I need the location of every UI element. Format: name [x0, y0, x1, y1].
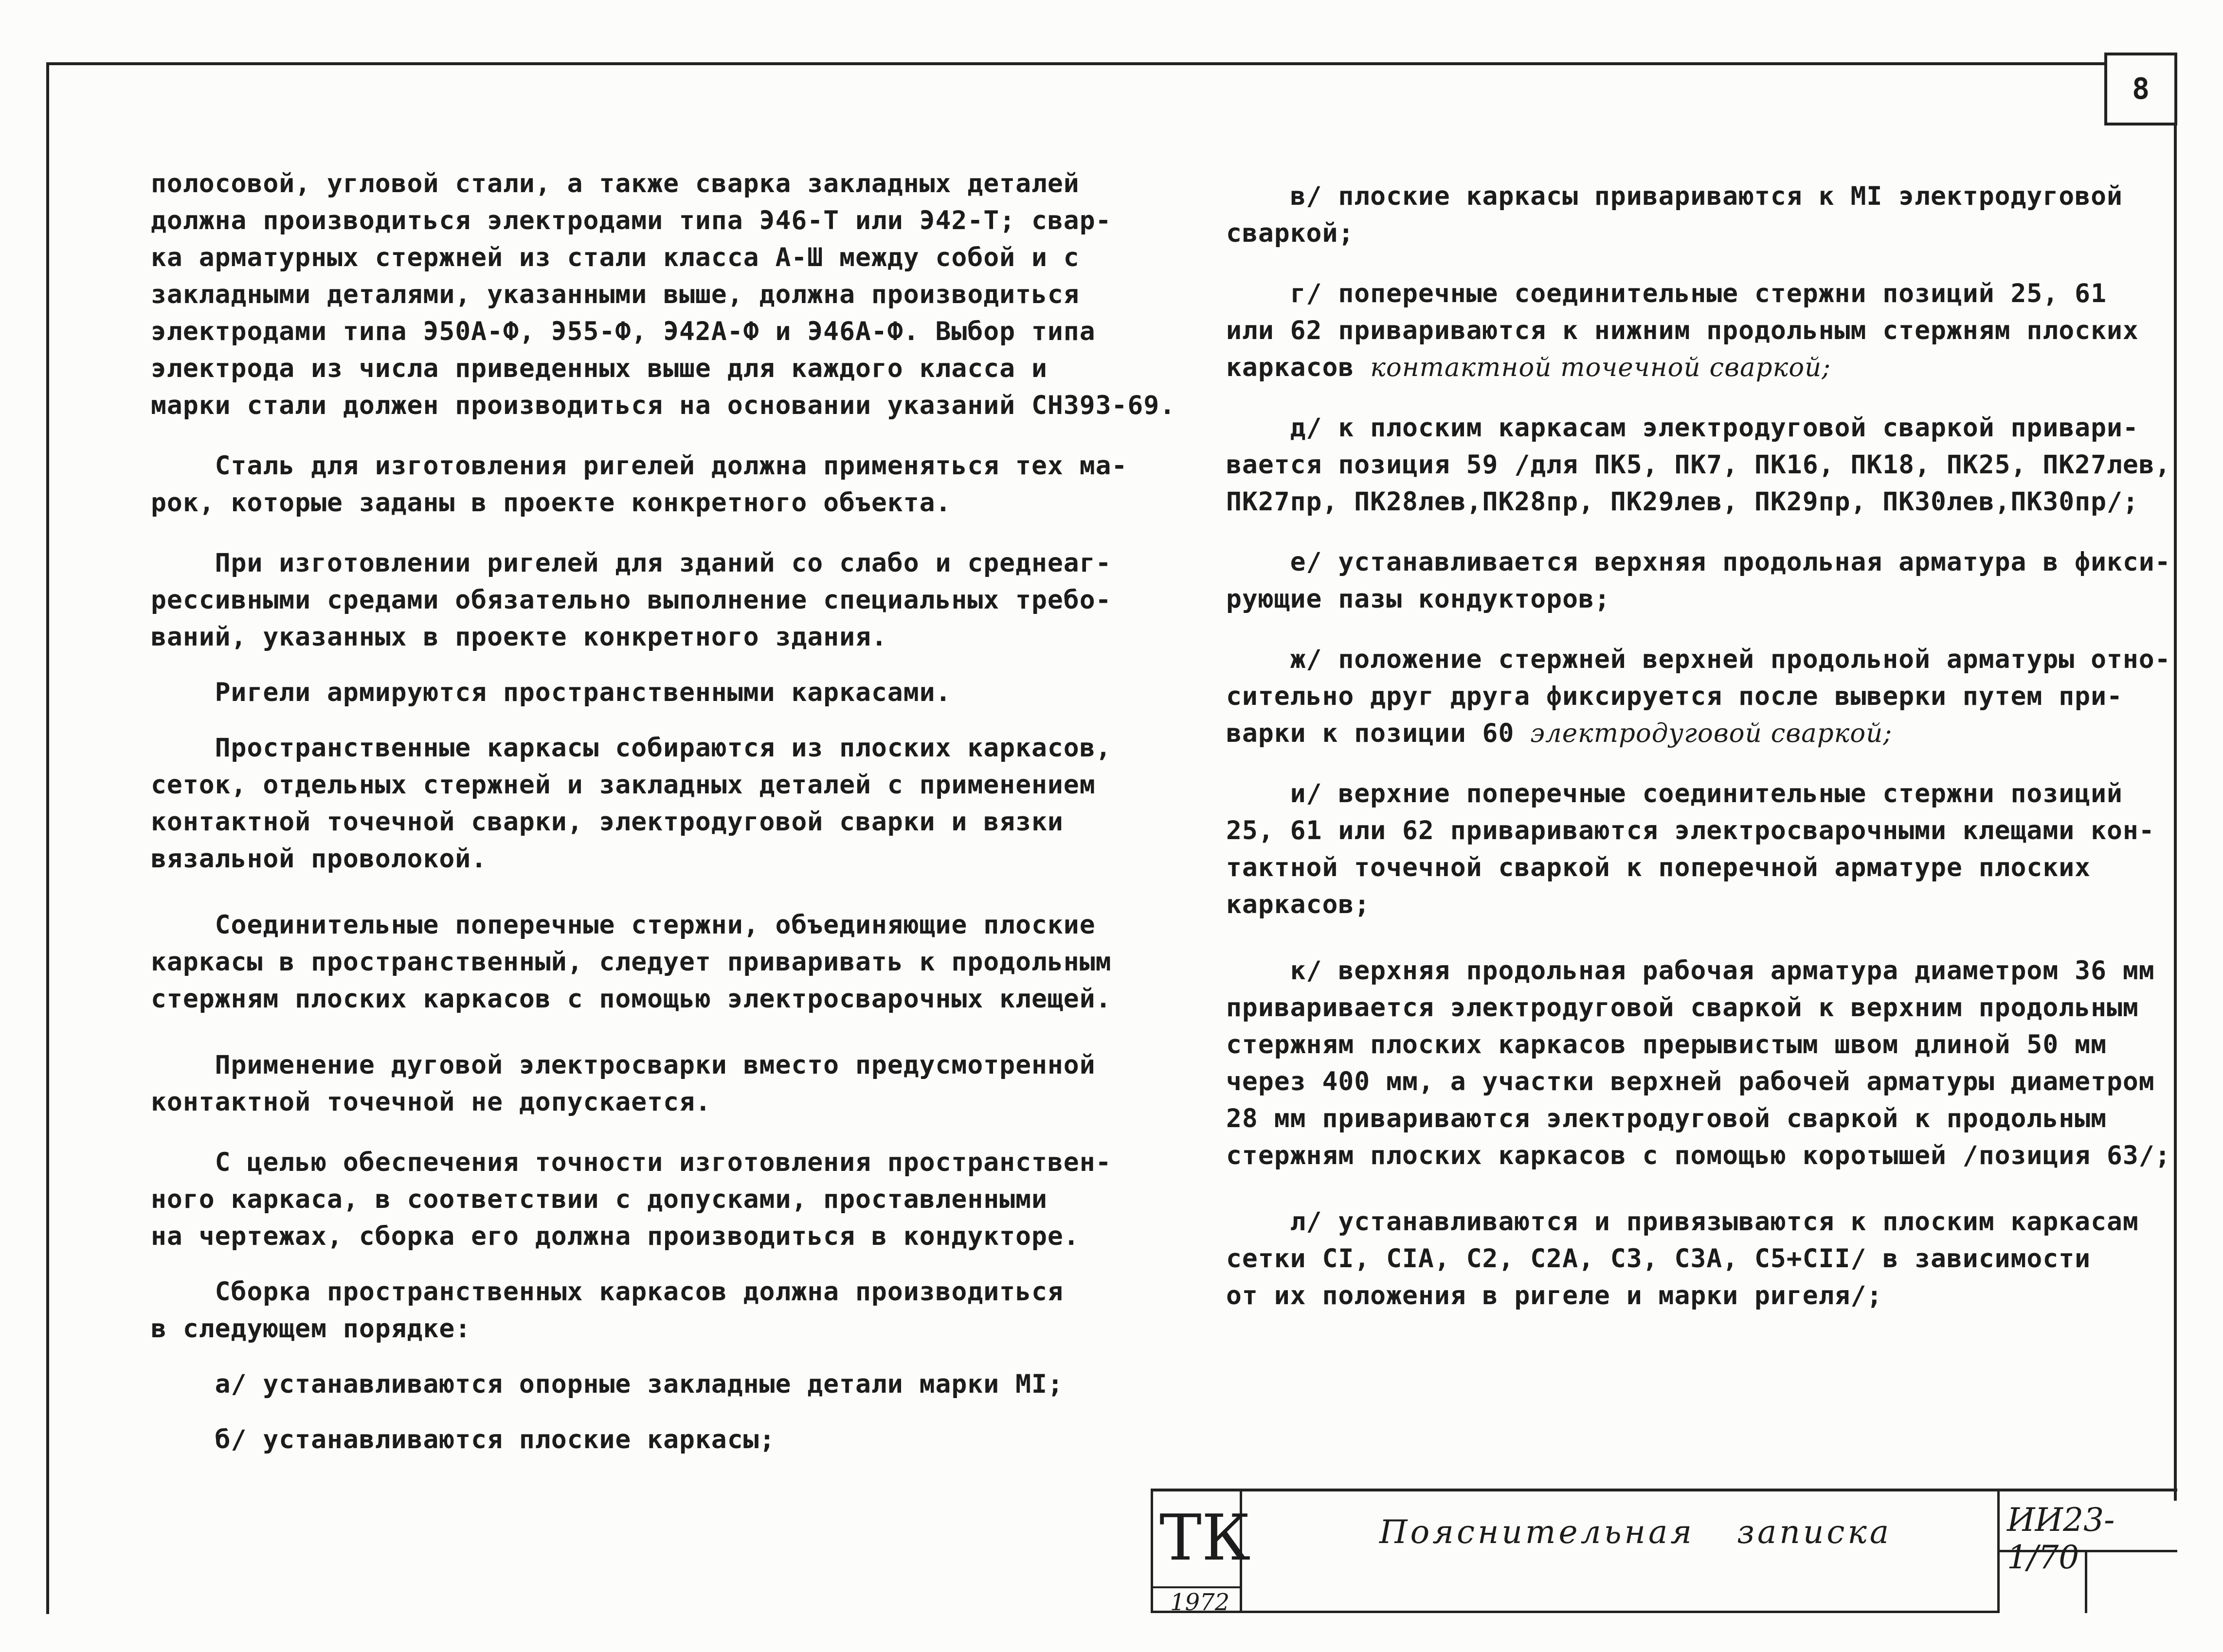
text-line: должна производиться электродами типа Э46-Т или Э42-Т; свар-	[151, 206, 1112, 235]
title-block	[1151, 1489, 2177, 1616]
text-line: рующие пазы кондукторов;	[1226, 584, 1610, 614]
text-line: каркасы в пространственный, следует приваривать к продольным	[151, 947, 1112, 977]
left-text-column	[151, 165, 1176, 1458]
text-line: или 62 привариваются к нижним продольным стержням плоских	[1226, 316, 2139, 345]
sheet-number: 8	[2104, 53, 2177, 126]
document-code: ИИ23-1/70	[2007, 1501, 2115, 1576]
text-line: варки к позиции 60 электродуговой сваркой;	[1226, 718, 1893, 748]
paragraph	[151, 448, 1128, 521]
frame-left-border	[46, 62, 49, 1614]
text-line: При изготовлении ригелей для зданий со слабо и среднеаг-	[151, 548, 1112, 578]
text-line: через 400 мм, а участки верхней рабочей арматуры диаметром	[1226, 1067, 2155, 1096]
paragraph	[151, 165, 1176, 424]
paragraph	[151, 545, 1124, 656]
text-line: стержням плоских каркасов с помощью электросварочных клещей.	[151, 984, 1112, 1014]
text-line: контактной точечной сварки, электродуговой сварки и вязки	[151, 807, 1064, 837]
text-line: л/ устанавливаются и привязываются к плоским каркасам	[1226, 1207, 2139, 1237]
text-line: Пространственные каркасы собираются из плоских каркасов,	[151, 733, 1112, 763]
paragraph	[1226, 775, 2155, 923]
text-line: к/ верхняя продольная рабочая арматура диаметром 36 мм	[1226, 956, 2155, 986]
frame-right-border	[2174, 124, 2177, 1501]
right-text-column	[1226, 178, 2171, 1314]
text-line: вается позиция 59 /для ПК5, ПК7, ПК16, ПК18, ПК25, ПК27лев,	[1226, 450, 2171, 480]
text-line: стержням плоских каркасов с помощью коротышей /позиция 63/;	[1226, 1141, 2171, 1170]
text-line: сеток, отдельных стержней и закладных деталей с применением	[151, 770, 1096, 800]
paragraph	[151, 730, 1124, 878]
paragraph	[1226, 1203, 2139, 1314]
text-line: С целью обеспечения точности изготовления пространствен-	[151, 1148, 1112, 1177]
text-line: 28 мм привариваются электродуговой сваркой к продольным	[1226, 1104, 2107, 1133]
paragraph	[151, 907, 1124, 1018]
text-line: ного каркаса, в соответствии с допусками, проставленными	[151, 1185, 1048, 1214]
paragraph	[1226, 641, 2171, 752]
text-line: ка арматурных стержней из стали класса А-Ш между собой и с	[151, 243, 1080, 272]
text-line: сваркой;	[1226, 218, 1355, 248]
text-line: полосовой, угловой стали, а также сварка закладных деталей	[151, 169, 1080, 198]
paragraph	[151, 1421, 1124, 1458]
text-line: а/ устанавливаются опорные закладные детали марки МI;	[151, 1369, 1064, 1399]
text-line: Применение дуговой электросварки вместо предусмотренной	[151, 1050, 1096, 1080]
text-line: в/ плоские каркасы привариваются к МI электродуговой	[1226, 181, 2123, 211]
text-line: Соединительные поперечные стержни, объединяющие плоские	[151, 910, 1096, 940]
paragraph	[151, 1144, 1124, 1255]
year-label: 1972	[1170, 1589, 1230, 1616]
text-line: марки стали должен производиться на основании указаний СН393-69.	[151, 391, 1176, 420]
text-line: ж/ положение стержней верхней продольной арматуры отно-	[1226, 645, 2171, 674]
text-line: Ригели армируются пространственными каркасами.	[151, 678, 952, 707]
text-line: приваривается электродуговой сваркой к верхним продольным	[1226, 993, 2139, 1023]
text-line: ПК27пр, ПК28лев,ПК28пр, ПК29лев, ПК29пр, ПК30лев,ПК30пр/;	[1226, 487, 2139, 517]
frame-top-border	[46, 62, 2177, 65]
text-line: рок, которые заданы в проекте конкретного объекта.	[151, 488, 952, 518]
text-line: каркасов контактной точечной сваркой;	[1226, 353, 1831, 382]
text-line: д/ к плоским каркасам электродуговой сваркой привари-	[1226, 413, 2139, 443]
text-line: 25, 61 или 62 привариваются электросварочными клещами кон-	[1226, 816, 2155, 845]
paragraph	[1226, 178, 2123, 252]
text-line: рессивными средами обязательно выполнение специальных требо-	[151, 585, 1112, 615]
text-line: сительно друг друга фиксируется после выверки путем при-	[1226, 682, 2123, 711]
text-line: от их положения в ригеле и марки ригеля/;	[1226, 1281, 1883, 1311]
text-line: Сталь для изготовления ригелей должна применяться тех ма-	[151, 451, 1128, 481]
text-line: сетки СI, СIА, С2, С2А, С3, С3А, С5+СII/ в зависимости	[1226, 1244, 2091, 1274]
text-line: закладными деталями, указанными выше, должна производиться	[151, 280, 1080, 309]
org-mark: ТК	[1159, 1501, 1251, 1575]
text-line: стержням плоских каркасов прерывистым швом длиной 50 мм	[1226, 1030, 2107, 1059]
text-line: ваний, указанных в проекте конкретного здания.	[151, 622, 887, 652]
paragraph	[1226, 410, 2171, 521]
text-line: тактной точечной сваркой к поперечной арматуре плоских	[1226, 853, 2091, 882]
text-line: контактной точечной не допускается.	[151, 1087, 711, 1117]
text-line: Сборка пространственных каркасов должна производиться	[151, 1277, 1064, 1307]
handwritten-note: электродуговой сваркой;	[1530, 718, 1893, 748]
text-line: электрода из числа приведенных выше для каждого класса и	[151, 354, 1048, 383]
document-title: Пояснительная записка	[1379, 1513, 1892, 1551]
paragraph	[1226, 952, 2171, 1174]
text-line: каркасов;	[1226, 890, 1371, 919]
text-line: б/ устанавливаются плоские каркасы;	[151, 1425, 776, 1454]
text-line: вязальной проволокой.	[151, 844, 488, 874]
text-line: в следующем порядке:	[151, 1314, 471, 1344]
text-line: на чертежах, сборка его должна производиться в кондукторе.	[151, 1221, 1080, 1251]
paragraph	[151, 674, 1124, 711]
paragraph	[1226, 544, 2171, 618]
text-line: электродами типа Э50А-Ф, Э55-Ф, Э42А-Ф и Э46А-Ф. Выбор типа	[151, 317, 1096, 346]
text-line: и/ верхние поперечные соединительные стержни позиций	[1226, 779, 2123, 808]
paragraph	[151, 1047, 1124, 1121]
handwritten-note: контактной точечной сваркой;	[1370, 353, 1831, 382]
text-line: г/ поперечные соединительные стержни позиций 25, 61	[1226, 279, 2107, 308]
paragraph	[151, 1366, 1124, 1403]
paragraph	[1226, 275, 2139, 386]
text-line: е/ устанавливается верхняя продольная арматура в фикси-	[1226, 547, 2171, 577]
paragraph	[151, 1274, 1124, 1347]
